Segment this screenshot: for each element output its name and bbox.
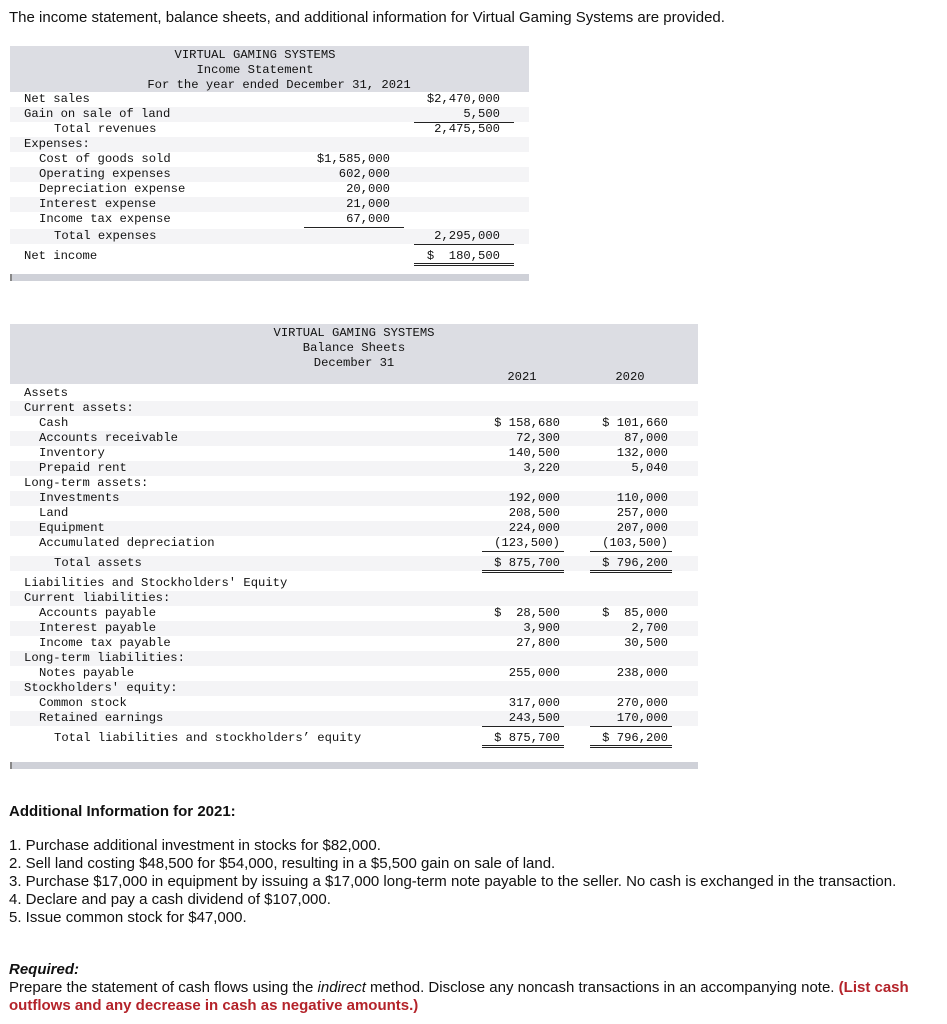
table-row — [10, 476, 698, 491]
value-2020: 270,000 — [616, 696, 668, 710]
row-label: Total assets — [54, 556, 142, 570]
value-2020: 87,000 — [624, 431, 668, 445]
additional-item: 3. Purchase $17,000 in equipment by issuing a $17,000 long-term note payable to the seller. No cash is exchanged in the transaction. — [9, 873, 897, 890]
value-2021: (123,500) — [482, 536, 564, 552]
value-2021: 27,800 — [516, 636, 560, 650]
row-label: Current liabilities: — [24, 591, 171, 605]
value-2021: 3,220 — [523, 461, 560, 475]
value-2020: 2,700 — [631, 621, 668, 635]
table-row — [10, 461, 698, 476]
row-label: Assets — [24, 386, 68, 400]
value-2020: 238,000 — [616, 666, 668, 680]
value-2021: 317,000 — [508, 696, 560, 710]
income-period: For the year ended December 31, 2021 — [147, 78, 411, 92]
table-row — [10, 666, 698, 681]
value-2020: 132,000 — [616, 446, 668, 460]
additional-info-title: Additional Information for 2021: — [9, 803, 236, 820]
table-row — [10, 491, 698, 506]
row-label: Interest payable — [39, 621, 157, 635]
value-2020: 207,000 — [616, 521, 668, 535]
table-row — [10, 621, 698, 636]
row-label: Liabilities and Stockholders' Equity — [24, 576, 288, 590]
row-label: Accounts receivable — [39, 431, 178, 445]
row-label: Retained earnings — [39, 711, 164, 725]
value-2021: $ 28,500 — [494, 606, 560, 620]
balance-title: Balance Sheets — [302, 341, 406, 355]
row-label: Long-term liabilities: — [24, 651, 185, 665]
row-label: Stockholders' equity: — [24, 681, 178, 695]
row-label: Investments — [39, 491, 120, 505]
table-row — [10, 556, 698, 571]
balance-date: December 31 — [313, 356, 395, 370]
additional-item: 2. Sell land costing $48,500 for $54,000, resulting in a $5,500 gain on sale of land. — [9, 855, 556, 872]
value-2021: 224,000 — [508, 521, 560, 535]
income-footer-bar — [10, 274, 529, 281]
value-2021: 192,000 — [508, 491, 560, 505]
value-2020: 110,000 — [616, 491, 668, 505]
row-opex: Operating expenses 602,000 — [10, 167, 529, 182]
value-2021: 3,900 — [523, 621, 560, 635]
value-2021: 255,000 — [508, 666, 560, 680]
table-row — [10, 506, 698, 521]
balance-footer-bar — [10, 762, 698, 769]
value-2021: $ 875,700 — [482, 556, 564, 573]
row-expenses: Expenses: — [10, 137, 529, 152]
value-2021: $ 875,700 — [482, 731, 564, 748]
value-2020: $ 85,000 — [602, 606, 668, 620]
income-title: Income Statement — [196, 63, 314, 77]
table-row — [10, 711, 698, 726]
row-net-sales: Net sales $2,470,000 — [24, 92, 500, 106]
balance-sheets — [10, 324, 698, 764]
value-2021: 72,300 — [516, 431, 560, 445]
value-2020: 30,500 — [624, 636, 668, 650]
row-gain-land: Gain on sale of land 5,500 — [10, 107, 529, 122]
additional-info-list — [9, 837, 896, 927]
row-interest: Interest expense 21,000 — [10, 197, 529, 212]
table-row — [10, 431, 698, 446]
value-2020: $ 796,200 — [590, 556, 672, 573]
row-label: Common stock — [39, 696, 127, 710]
table-row — [10, 651, 698, 666]
additional-item: 5. Issue common stock for $47,000. — [9, 909, 247, 926]
row-label: Land — [39, 506, 69, 520]
row-net-income: Net income $ 180,500 — [10, 249, 529, 264]
required-text: Prepare the statement of cash flows using the indirect method. Disclose any noncash transactions in an accompanying note. (List cash outflows and any decrease in cash as negative amounts.) — [9, 979, 909, 1014]
row-label: Income tax payable — [39, 636, 171, 650]
row-total-expenses: Total expenses 2,295,000 — [10, 229, 529, 244]
intro-text: The income statement, balance sheets, and additional information for Virtual Gaming Systems are provided. — [9, 9, 725, 26]
table-row — [10, 591, 698, 606]
row-depreciation: Depreciation expense 20,000 — [39, 182, 390, 196]
value-2021: $ 158,680 — [494, 416, 560, 430]
row-label: Cash — [39, 416, 69, 430]
table-row — [10, 446, 698, 461]
table-row — [10, 386, 698, 401]
table-row — [10, 416, 698, 431]
row-label: Notes payable — [39, 666, 135, 680]
additional-item: 1. Purchase additional investment in stocks for $82,000. — [9, 837, 381, 854]
table-row — [10, 576, 698, 591]
row-label: Total liabilities and stockholders’ equity — [54, 731, 362, 745]
col-header-2021: 2021 — [507, 370, 537, 384]
table-row — [10, 536, 698, 551]
value-2020: 170,000 — [590, 711, 672, 727]
table-row — [10, 681, 698, 696]
table-row — [10, 636, 698, 651]
table-row — [10, 521, 698, 536]
balance-company: VIRTUAL GAMING SYSTEMS — [273, 326, 435, 340]
row-cogs: Cost of goods sold $1,585,000 — [39, 152, 390, 166]
row-label: Accumulated depreciation — [39, 536, 215, 550]
value-2020: $ 101,660 — [602, 416, 668, 430]
required-title: Required: — [9, 961, 80, 978]
row-label: Long-term assets: — [24, 476, 149, 490]
value-2021: 140,500 — [508, 446, 560, 460]
table-row — [10, 606, 698, 621]
table-row — [10, 731, 698, 746]
value-2020: 5,040 — [631, 461, 668, 475]
row-label: Current assets: — [24, 401, 134, 415]
table-row — [10, 401, 698, 416]
row-tax: Income tax expense 67,000 — [10, 212, 529, 227]
income-statement — [10, 46, 529, 282]
income-company: VIRTUAL GAMING SYSTEMS — [174, 48, 336, 62]
row-label: Equipment — [39, 521, 105, 535]
value-2020: (103,500) — [590, 536, 672, 552]
row-label: Accounts payable — [39, 606, 157, 620]
row-label: Prepaid rent — [39, 461, 127, 475]
value-2021: 243,500 — [482, 711, 564, 727]
additional-item: 4. Declare and pay a cash dividend of $107,000. — [9, 891, 331, 908]
col-header-2020: 2020 — [615, 370, 645, 384]
table-row — [10, 696, 698, 711]
value-2020: $ 796,200 — [590, 731, 672, 748]
value-2020: 257,000 — [616, 506, 668, 520]
row-total-revenues: Total revenues 2,475,500 — [54, 122, 500, 136]
value-2021: 208,500 — [508, 506, 560, 520]
row-label: Inventory — [39, 446, 105, 460]
